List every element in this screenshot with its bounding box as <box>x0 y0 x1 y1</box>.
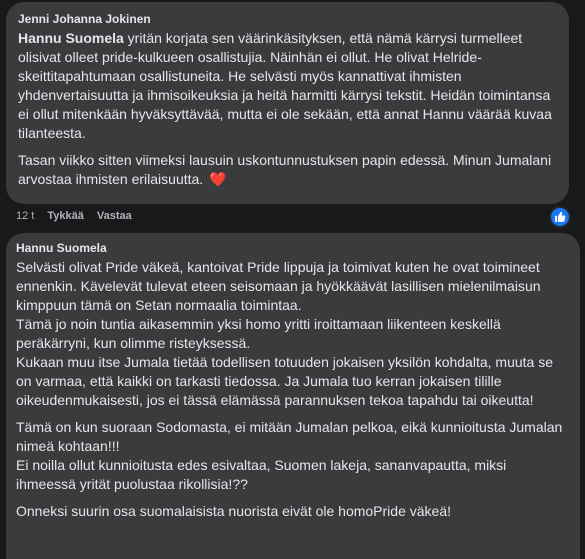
comment-author[interactable]: Jenni Johanna Jokinen <box>18 12 151 26</box>
comment-bubble-1 <box>6 2 569 204</box>
comment-timestamp[interactable]: 12 t <box>16 210 35 222</box>
comment-paragraph: Selvästi olivat Pride väkeä, kantoivat Pride lippuja ja toimivat kuten he ovat toimineet ennenkin. Kävelevät tulevat eteen seisomaan ja hyökkäävät lasillisen mielenilmaisun kimppuun tämä on Setan normaalia toimintaa. Tämä jo noin tuntia aikasemmin yksi homo yritti iroittamaan liikenteen keskellä peräkärryni, kun olimme risteyksessä. Kukaan muu itse Jumala tietää todellisen totuuden jokaisen yksilön kohdalta, muuta se on varmaa, että kaikki on tarkasti tiedossa. Ja Jumala tuo kerran jokaisen tilille oikeudenmukaisesti, jos ei tässä elämässä parannuksen tekoa tapahdu tai oikeutta! <box>16 259 553 408</box>
comment-actions <box>16 210 132 223</box>
mention-link[interactable]: Hannu Suomela <box>18 30 124 46</box>
comment-text <box>18 29 557 143</box>
comment-author[interactable]: Hannu Suomela <box>16 241 107 255</box>
comment-text-second <box>18 151 557 189</box>
comment-bubble-2 <box>6 233 580 559</box>
thumbs-up-icon <box>554 211 566 223</box>
comment-paragraph: Onneksi suurin osa suomalaisista nuorista eivät ole homoPride väkeä! <box>16 503 452 519</box>
heart-emoji-icon: ❤️ <box>209 171 227 187</box>
comment-text-second-body: Tasan viikko sitten viimeksi lausuin uskontunnustuksen papin edessä. Minun Jumalani arvostaa ihmisten erilaisuutta. <box>18 152 552 187</box>
comment-paragraph: Tämä on kun suoraan Sodomasta, ei mitään Jumalan pelkoa, eikä kunnioitusta Jumalan nimeä kohtaan!!! Ei noilla ollut kunnioitusta edes esivaltaa, Suomen lakeja, sananvapautta, miksi ihmeessä yrität puolustaa rikollisia!?? <box>16 419 563 492</box>
reaction-badge[interactable] <box>549 206 571 228</box>
reply-button[interactable]: Vastaa <box>96 210 132 222</box>
comment-text-rest: yritän korjata sen väärinkäsityksen, että nämä kärrysi turmelleet olisivat olleet pride-kulkueen osallistujia. Näinhän ei ollut. He olivat Helride-skeittitapahtumaan osallistuneita. He selvästi myös kannattivat ihmisten yhdenvertaisuutta ja ihmisoikeuksia ja heitä harmitti kärrysi tekstit. Heidän toimintansa ei ollut mitenkään hyväksyttävää, mutta ei ole sekään, että annat Hannu väärää kuvaa tilanteesta. <box>18 30 552 141</box>
like-button[interactable]: Tykkää <box>47 210 84 222</box>
